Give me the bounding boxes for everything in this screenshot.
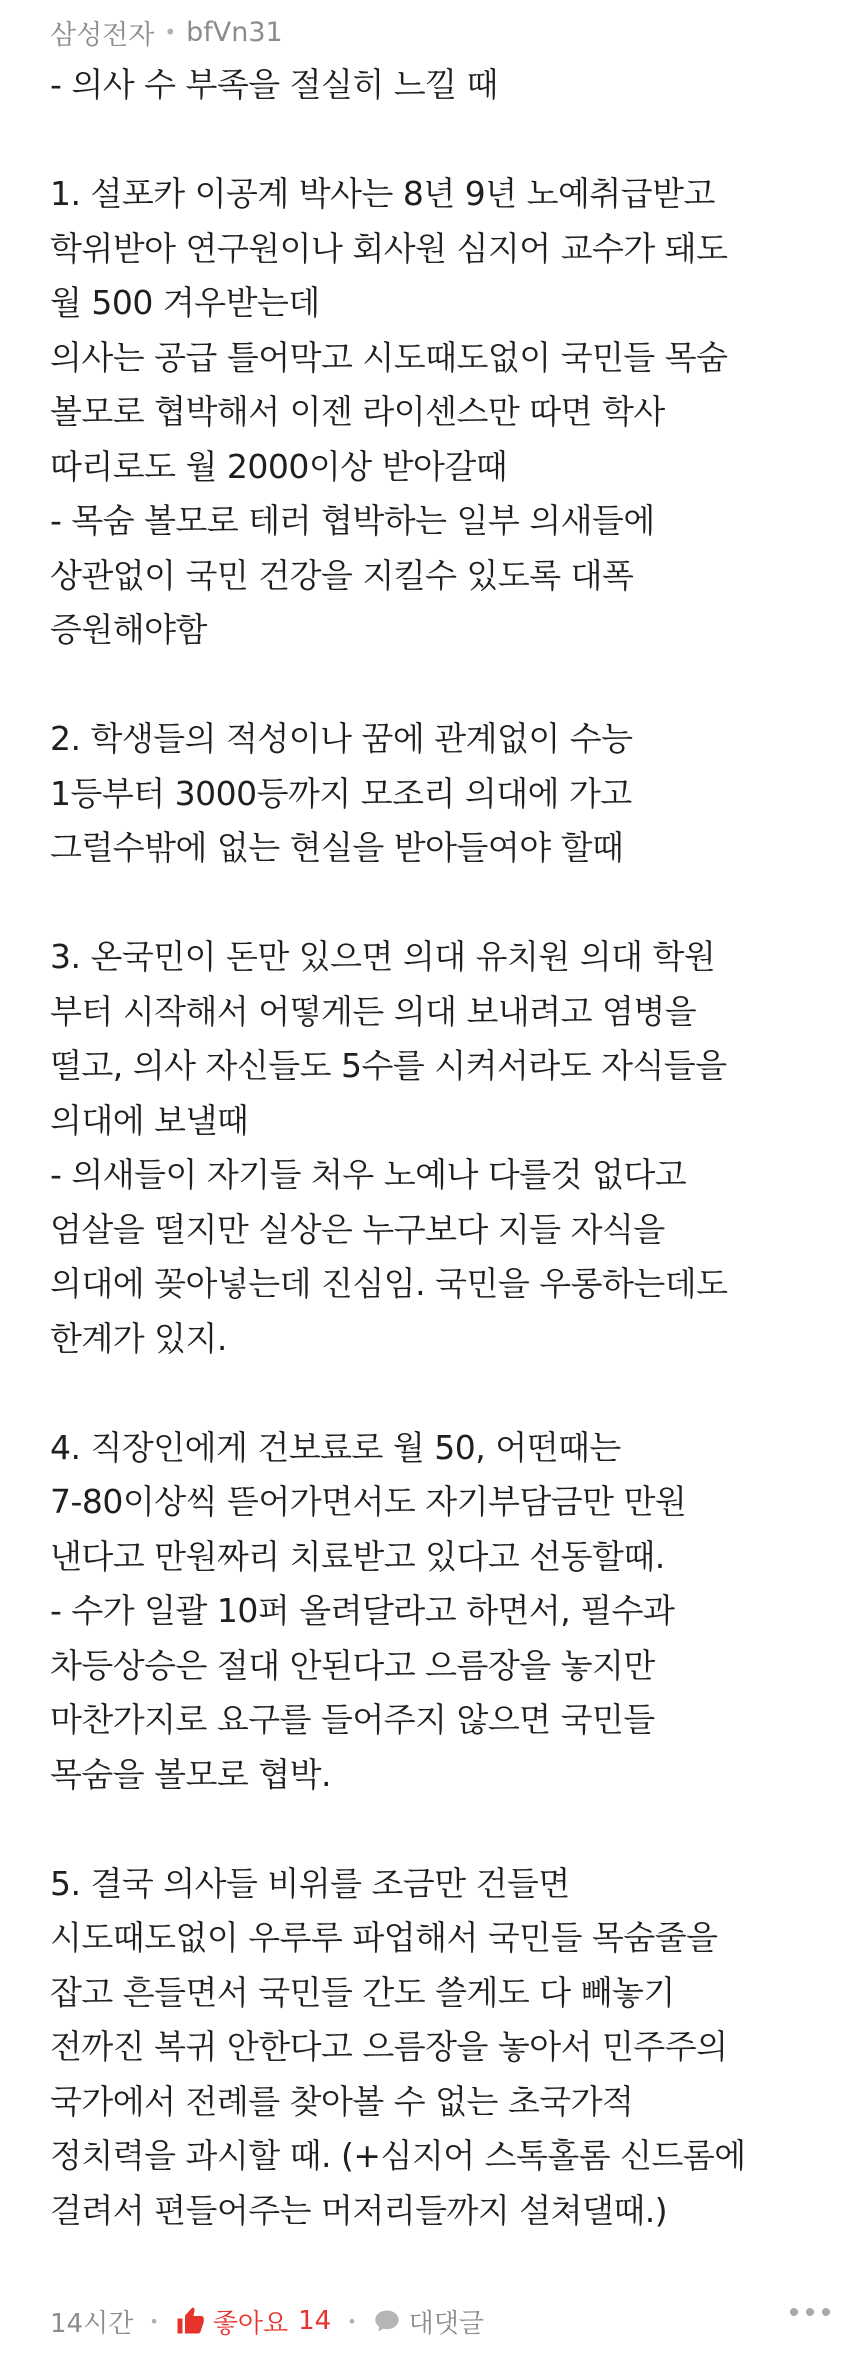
post-text-line: 한계가 있지. [50, 1318, 227, 1358]
post-text-line: - 목숨 볼모로 테러 협박하는 일부 의새들에 [50, 501, 655, 540]
post-text-line: 2. 학생들의 적성이나 꿈에 관계없이 수능 [50, 719, 633, 758]
author-name[interactable]: bfVn31 [186, 16, 283, 48]
post-text-line: 5. 결국 의사들 비위를 조금만 건들면 [50, 1863, 570, 1903]
more-options-button[interactable] [790, 2308, 830, 2316]
post-text-line [50, 113, 840, 168]
post-text-line: 의대에 보낼때 [50, 1100, 249, 1140]
like-label: 좋아요 [212, 2308, 289, 2339]
post-text-line: 떨고, 의사 자신들도 5수를 시켜서라도 자식들을 [50, 1046, 727, 1085]
post-text-line: 걸려서 편들어주는 머저리들까지 설쳐댈때.) [50, 2190, 668, 2230]
post-time: 14시간 [50, 2308, 134, 2339]
post-text-line: 잡고 흔들면서 국민들 간도 쓸게도 다 빼놓기 [50, 1972, 675, 2012]
post-text-line: 부터 시작해서 어떻게든 의대 보내려고 염병을 [50, 991, 697, 1031]
post-text-line: 마찬가지로 요구를 들어주지 않으면 국민들 [50, 1700, 655, 1739]
reply-button[interactable] [373, 2303, 484, 2340]
post-text-line: 증원해야함 [50, 610, 207, 649]
post-text-line: 목숨을 볼모로 협박. [50, 1754, 331, 1794]
post-text-line: 의대에 꽂아넣는데 진심임. 국민을 우롱하는데도 [50, 1264, 728, 1303]
post-text-line: - 수가 일괄 10퍼 올려달라고 하면서, 필수과 [50, 1591, 675, 1630]
device-label: 삼성전자 [50, 19, 155, 51]
separator-dot: • [149, 2311, 159, 2331]
more-dot-icon [822, 2308, 830, 2316]
post-text-line: 4. 직장인에게 건보료로 월 50, 어떤때는 [50, 1427, 621, 1467]
post-text-line: 1. 설포카 이공계 박사는 8년 9년 노예취급받고 [50, 174, 715, 213]
reply-label: 대댓글 [408, 2308, 485, 2339]
post-text-line: 따리로도 월 2000이상 받아갈때 [50, 446, 508, 486]
post-text-line: 3. 온국민이 돈만 있으면 의대 유치원 의대 학원 [50, 937, 716, 976]
post-text-line: 엄살을 떨지만 실상은 누구보다 지들 자식을 [50, 1209, 665, 1249]
post-header [50, 10, 283, 54]
separator-dot: • [164, 20, 177, 44]
separator-dot: • [347, 2311, 357, 2331]
post-text-line: 의사는 공급 틀어막고 시도때도없이 국민들 목숨 [50, 337, 728, 377]
post-text-line: 그럴수밖에 없는 현실을 받아들여야 할때 [50, 828, 624, 867]
post-text-line: 시도때도없이 우루루 파업해서 국민들 목숨줄을 [50, 1918, 718, 1957]
post-text-line: 볼모로 협박해서 이젠 라이센스만 따면 학사 [50, 392, 665, 431]
post-text-line: 낸다고 만원짜리 치료받고 있다고 선동할때. [50, 1536, 665, 1576]
post-footer [50, 2296, 830, 2346]
post-text-line: 7-80이상씩 뜯어가면서도 자기부담금만 만원 [50, 1482, 687, 1521]
post-text-line: 전까진 복귀 안한다고 으름장을 놓아서 민주주의 [50, 2027, 728, 2066]
post-text-line: - 의사 수 부족을 절실히 느낄 때 [50, 65, 498, 104]
post-text-line [50, 658, 840, 713]
post-text-line [50, 876, 840, 931]
speech-bubble-icon [373, 2307, 401, 2335]
thumbs-up-icon [175, 2306, 205, 2336]
post-text-line: 1등부터 3000등까지 모조리 의대에 가고 [50, 773, 632, 813]
more-dot-icon [790, 2308, 798, 2316]
post-text-line: 월 500 겨우받는데 [50, 283, 320, 322]
post-text-line: 차등상승은 절대 안된다고 으름장을 놓지만 [50, 1645, 655, 1685]
more-dot-icon [806, 2308, 814, 2316]
post-text-line: 국가에서 전례를 찾아볼 수 없는 초국가적 [50, 2081, 634, 2121]
like-count: 14 [298, 2306, 332, 2336]
post-text-line: - 의새들이 자기들 처우 노예나 다를것 없다고 [50, 1155, 687, 1194]
post-body [50, 58, 840, 2238]
post-text-line [50, 1366, 840, 1421]
post-text-line: 상관없이 국민 건강을 지킬수 있도록 대폭 [50, 555, 634, 595]
post-text-line [50, 1802, 840, 1857]
post-text-line: 학위받아 연구원이나 회사원 심지어 교수가 돼도 [50, 228, 728, 268]
post-text-line: 정치력을 과시할 때. (+심지어 스톡홀롬 신드롬에 [50, 2136, 746, 2175]
like-button[interactable] [175, 2303, 331, 2340]
